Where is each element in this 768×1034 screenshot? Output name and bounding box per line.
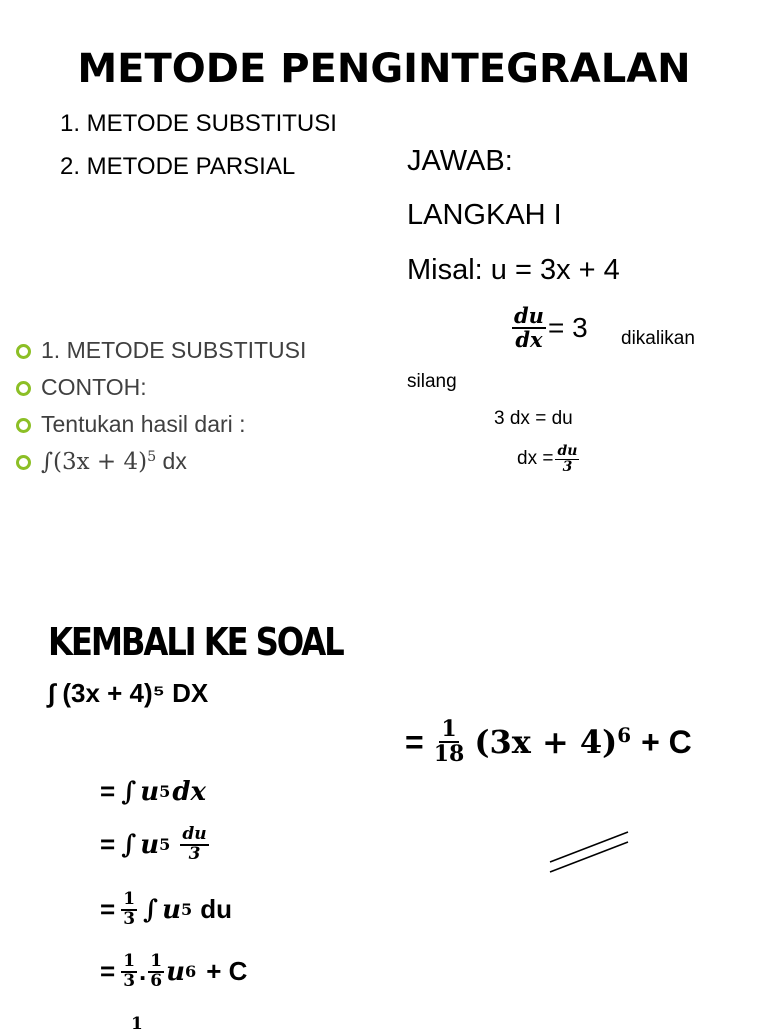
step-4: = $\frac{1}{3}$ . $\frac{1}{6}$ u 6 + C [100,951,248,991]
kembali-heading: KEMBALI KE SOAL [48,620,343,664]
dx-text: dx [172,776,207,807]
fraction-numerator: 1 [441,716,457,742]
fraction-numerator: du [514,303,544,328]
fraction-denominator: 3 [562,458,573,475]
step-3: = $\frac{1}{3}$ ∫ u 5 du [100,889,232,929]
equals-sign: = [100,829,116,860]
integral-sign: ∫ [121,829,137,860]
variable-u: u [166,956,186,987]
equals-three: = 3 [547,312,588,344]
exponent: 6 [617,723,632,748]
bullet-item-2 [16,374,147,401]
equals-sign: = [100,956,116,987]
step-1: = ∫ u 5 dx [100,776,207,807]
bullet-icon [16,418,31,433]
exponent: 5 [147,449,157,466]
method-item-2: 2. METODE PARSIAL [60,153,296,180]
step-5-cut: 1 [131,1014,143,1034]
result-expression [474,723,631,761]
bullet-icon [16,381,31,396]
dx-prefix: dx = [517,448,554,470]
jawab-label: JAWAB: [407,145,513,177]
equation-dx [517,444,581,474]
fraction-denominator: 6 [150,970,163,991]
bullet-item-3 [16,411,246,438]
fraction-denominator: 18 [433,741,465,768]
fraction-numerator: 1 [150,951,163,971]
equals-sign: = [100,776,116,806]
dikalikan-text: dikalikan [621,328,695,349]
bullet-text: 1. METODE SUBSTITUSI [41,337,307,363]
du-text: du [200,894,232,925]
fraction-numerator: 1 [123,951,136,971]
silang-text: silang [407,371,457,392]
fraction-denominator: 3 [188,843,201,864]
one-eighteenth-fraction [432,718,467,766]
dot-operator: . [139,956,147,987]
bullet-text: Tentukan hasil dari : [41,411,246,437]
fraction-denominator: 3 [123,908,136,929]
plus-c: + C [641,723,692,760]
variable-u: u [162,894,181,925]
variable-u: u [140,829,160,860]
bullet-icon [16,455,31,470]
bullet-text: CONTOH: [41,374,147,400]
fraction-numerator: du [557,443,578,459]
du-over-3-fraction [555,444,579,474]
equals-sign: = [100,894,116,925]
fraction-numerator: du [182,824,207,844]
variable-u: u [140,776,160,807]
integral-sign: ∫ [41,449,53,475]
integral-sign: ∫ [143,894,159,925]
method-item-1: 1. METODE SUBSTITUSI [60,110,337,137]
equals-sign: = [405,723,424,760]
fraction-numerator: 1 [123,889,136,909]
equation-3dx: 3 dx = du [494,408,573,429]
dx-text: dx [156,448,187,474]
cut-expression-text: ∫ (3x + 4)⁵ DX [48,678,209,708]
bullet-item-1 [16,337,306,364]
du-dx-fraction [512,305,546,351]
du-over-3-fraction [180,826,208,864]
step-2: = ∫ u 5 $\frac{du}{3}$ [100,824,207,864]
double-line-mark [545,826,635,878]
plus-c: + C [206,956,248,987]
du-dx-line [510,305,588,351]
langkah-label: LANGKAH I [407,199,562,231]
integrand: (3x + 4) [52,449,148,475]
bullet-icon [16,344,31,359]
fraction-denominator: dx [515,327,543,353]
integral-sign: ∫ [121,776,137,807]
misal-line: Misal: u = 3x + 4 [407,254,620,286]
one-sixth-fraction [148,953,164,991]
kembali-cut-expression [48,676,248,708]
page-title: METODE PENGINTEGRALAN [77,46,691,92]
final-result [405,718,692,766]
one-third-fraction [121,953,137,991]
one-third-fraction [121,891,137,929]
bullet-item-4 [16,448,187,475]
fraction-denominator: 3 [123,970,136,991]
expression-text: (3x + 4) [474,723,618,762]
